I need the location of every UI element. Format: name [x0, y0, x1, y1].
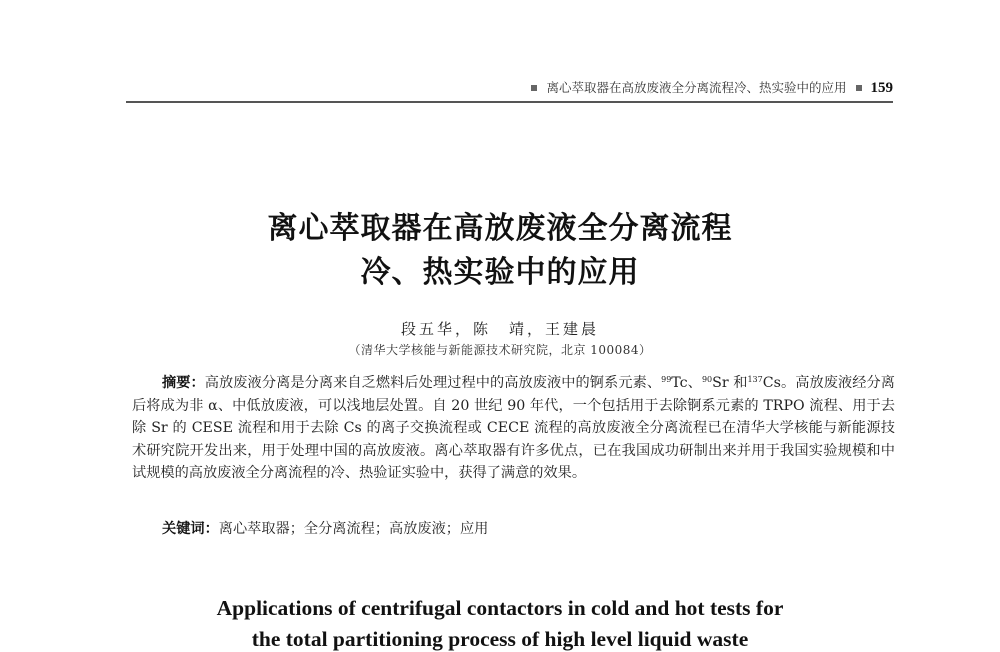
- abstract-text-2: Tc、: [671, 375, 702, 391]
- keywords-label: 关键词：: [162, 521, 219, 537]
- abstract-text-1: 高放废液分离是分离来自乏燃料后处理过程中的高放废液中的锕系元素、: [204, 375, 662, 391]
- bullet-square-icon: [856, 85, 862, 91]
- page-number: 159: [870, 80, 893, 96]
- superscript-137: 137: [747, 375, 763, 384]
- abstract-text-4: Cs。高放废液经分离后将成为非 α、中低放废液，可以浅地层处置。自 20 世纪 90 年代，一个包括用于去除锕系元素的 TRPO 流程、用于去除 Sr 的 CESE 流程和用于去除 Cs 的离子交换流程或 CECE 流程的高放废液全分离流程已在清华大学核能与新能源技术研究院开发出来，用于处理中国的高放废液。离心萃取器有许多优点，已在我国成功研制出来并用于我国实验规模和中试规模的高放废液全分离流程的冷、热验证实验中，获得了满意的效果。: [132, 375, 895, 481]
- paper-title-line-1: 离心萃取器在高放废液全分离流程: [267, 211, 733, 246]
- english-title-line-2: the total partitioning process of high level liquid waste: [251, 627, 749, 651]
- english-title-line-1: Applications of centrifugal contactors in cold and hot tests for: [216, 596, 784, 620]
- header-rule: [126, 101, 893, 103]
- authors: 段五华，陈 靖，王建晨: [400, 320, 599, 338]
- superscript-99: 99: [661, 375, 672, 384]
- abstract: [132, 372, 895, 485]
- affiliation: （清华大学核能与新能源技术研究院，北京 100084）: [348, 343, 652, 357]
- abstract-text-3: Sr 和: [712, 375, 748, 391]
- running-header-title: 离心萃取器在高放废液全分离流程冷、热实验中的应用: [546, 80, 847, 95]
- keywords: [162, 518, 488, 538]
- superscript-90: 90: [701, 375, 713, 384]
- abstract-label: 摘要：: [162, 375, 205, 391]
- keywords-text: 离心萃取器；全分离流程；高放废液；应用: [218, 521, 489, 537]
- running-header: [0, 78, 893, 97]
- paper-title-line-2: 冷、热实验中的应用: [360, 255, 640, 290]
- bullet-square-icon: [531, 85, 537, 91]
